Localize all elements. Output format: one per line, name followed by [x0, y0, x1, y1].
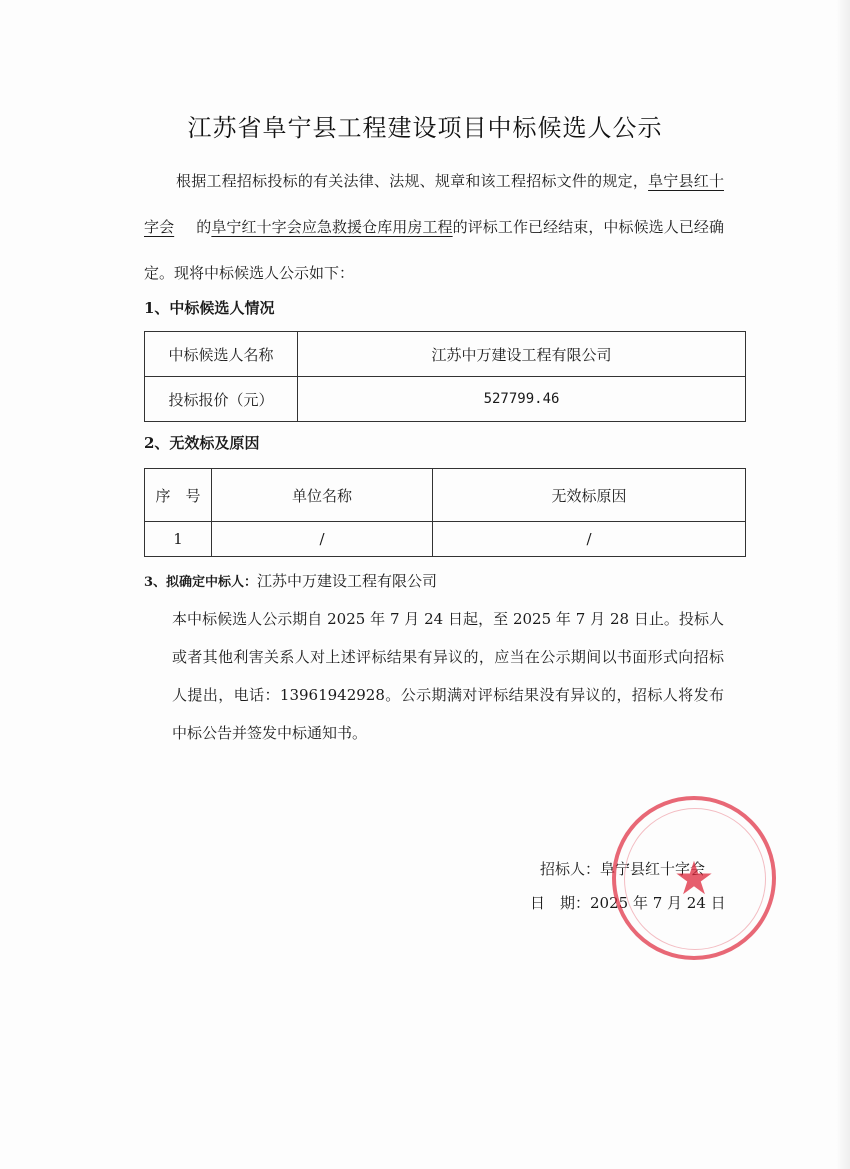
- candidate-table: [144, 331, 746, 422]
- signature-date: 日 期：2025 年 7 月 24 日: [530, 894, 726, 912]
- intro-mid: 的: [196, 218, 212, 236]
- col-header-unit: 单位名称: [212, 469, 433, 522]
- intro-prefix: 根据工程招标投标的有关法律、法规、规章和该工程招标文件的规定，: [176, 172, 649, 190]
- intro-suffix: 的评标工作已经结束，中标候选人已经确定。现将中标候选人公示如下：: [144, 218, 724, 282]
- cell-index: 1: [145, 522, 212, 557]
- document-title: 江苏省阜宁县工程建设项目中标候选人公示: [187, 114, 663, 142]
- official-seal: [612, 796, 776, 960]
- col-header-index: 序 号: [145, 469, 212, 522]
- table-header-row: [145, 469, 746, 522]
- table-row: [145, 522, 746, 557]
- bid-price-label: 投标报价（元）: [145, 377, 298, 422]
- section1-heading: 1、中标候选人情况: [144, 299, 275, 317]
- notice-paragraph: 本中标候选人公示期自 2025 年 7 月 24 日起，至 2025 年 7 月 28 日止。投标人或者其他利害关系人对上述评标结果有异议的，应当在公示期间以书面形式向招标人提出，电话：13961942928。公示期满对评标结果没有异议的，招标人将发布中标公告并签发中标通知书。: [172, 610, 724, 742]
- proposed-winner: [144, 570, 437, 591]
- proposed-winner-label: 3、拟确定中标人：: [144, 575, 258, 590]
- invalid-bid-table: [144, 468, 746, 557]
- candidate-name-value: 江苏中万建设工程有限公司: [298, 332, 746, 377]
- project-name: 阜宁红十字会应急救援仓库用房工程: [211, 218, 453, 236]
- col-header-reason: 无效标原因: [433, 469, 746, 522]
- cell-reason: /: [433, 522, 746, 557]
- tenderer-name: 阜宁县红十字会: [144, 172, 724, 236]
- scan-edge: [836, 0, 850, 1169]
- cell-unit: /: [212, 522, 433, 557]
- candidate-name-label: 中标候选人名称: [145, 332, 298, 377]
- proposed-winner-value: 江苏中万建设工程有限公司: [257, 572, 438, 590]
- intro-paragraph: [144, 158, 724, 296]
- table-row: [145, 332, 746, 377]
- section2-heading: 2、无效标及原因: [144, 434, 260, 452]
- table-row: [145, 377, 746, 422]
- bid-price-value: 527799.46: [298, 377, 746, 422]
- seal-star-icon: ★: [673, 851, 715, 905]
- signature-tenderer: 招标人：阜宁县红十字会: [540, 860, 706, 878]
